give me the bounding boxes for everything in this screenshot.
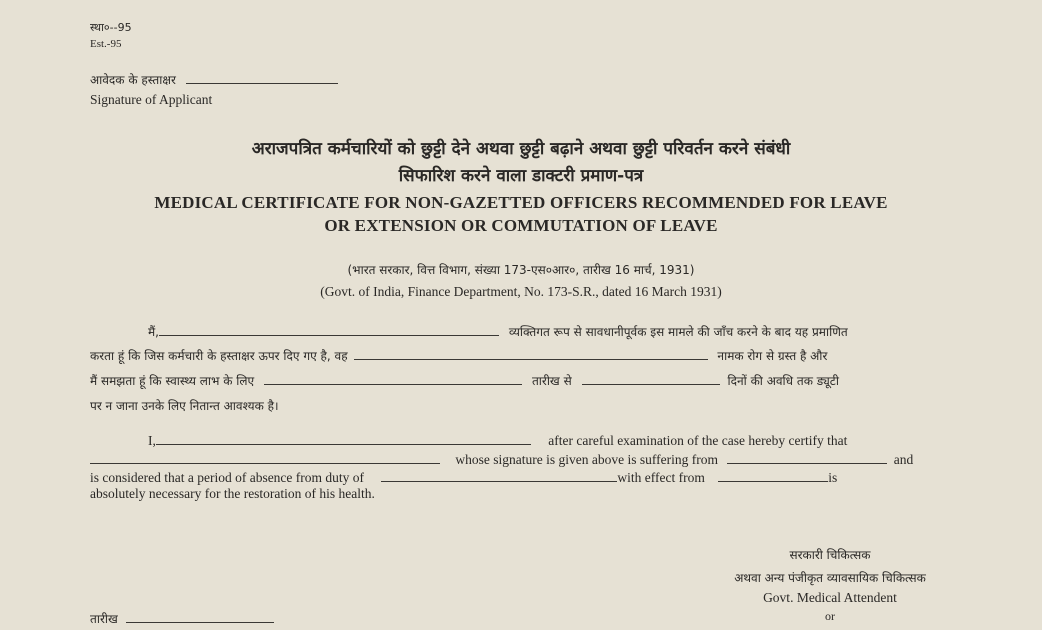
english-line-3: is considered that a period of absence from duty of with effect from is: [90, 470, 838, 485]
hindi-days-field[interactable]: [582, 384, 720, 385]
english-disease-field[interactable]: [727, 463, 887, 464]
hindi-line-4: पर न जाना उनके लिए नितान्त आवश्यक है।: [90, 399, 279, 413]
applicant-signature-english: Signature of Applicant: [90, 92, 213, 107]
reference-hindi: (भारत सरकार, वित्त विभाग, संख्या 173-एस०आर०, तारीख 16 मार्च, 1931): [347, 263, 695, 277]
date-field[interactable]: [126, 622, 274, 623]
english-from-date-field[interactable]: [718, 481, 828, 482]
english-line-2: whose signature is given above is suffering from and: [90, 452, 913, 468]
title-hindi-line2: सिफारिश करने वाला डाक्टरी प्रमाण-पत्र: [398, 166, 644, 186]
applicant-signature-hindi: आवेदक के हस्ताक्षर: [90, 71, 338, 88]
reference-english: (Govt. of India, Finance Department, No. 173-S.R., dated 16 March 1931): [320, 284, 722, 299]
english-employee-field[interactable]: [90, 463, 440, 464]
applicant-signature-line[interactable]: [186, 83, 338, 84]
date-row: तारीख: [90, 610, 274, 627]
signature-hindi-line2: अथवा अन्य पंजीकृत व्यावसायिक चिकित्सक: [734, 571, 926, 585]
english-period-field[interactable]: [381, 481, 617, 482]
title-english-line1: MEDICAL CERTIFICATE FOR NON-GAZETTED OFFICERS RECOMMENDED FOR LEAVE: [154, 193, 888, 212]
signature-english-line1: Govt. Medical Attendent: [763, 590, 897, 605]
hindi-line-1: मैं, व्यक्तिगत रूप से सावधानीपूर्वक इस मामले की जाँच करने के बाद यह प्रमाणित: [148, 325, 848, 339]
hindi-disease-field[interactable]: [354, 359, 708, 360]
title-english-line2: OR EXTENSION OR COMMUTATION OF LEAVE: [324, 216, 718, 235]
hindi-line-2: करता हूं कि जिस कर्मचारी के हस्ताक्षर ऊपर दिए गए है, वह नामक रोग से ग्रस्त है और: [90, 349, 828, 363]
hindi-date-field[interactable]: [264, 384, 522, 385]
english-line-4: absolutely necessary for the restoration of his health.: [90, 486, 375, 501]
signature-english-line2: or: [825, 609, 835, 623]
hindi-line-3: मैं समझता हूं कि स्वास्थ्य लाभ के लिए तारीख से दिनों की अवधि तक ड्यूटी: [90, 374, 839, 388]
est-hindi: स्था०--95: [90, 21, 132, 34]
est-english: Est.-95: [90, 38, 122, 50]
signature-hindi-line1: सरकारी चिकित्सक: [789, 548, 871, 562]
english-name-field[interactable]: [156, 444, 531, 445]
english-line-1: I, after careful examination of the case hereby certify that: [148, 433, 848, 448]
hindi-name-field[interactable]: [159, 335, 499, 336]
title-hindi-line1: अराजपत्रित कर्मचारियों को छुट्टी देने अथवा छुट्टी बढ़ाने अथवा छुट्टी परिवर्तन करने संबंधी: [251, 139, 791, 159]
